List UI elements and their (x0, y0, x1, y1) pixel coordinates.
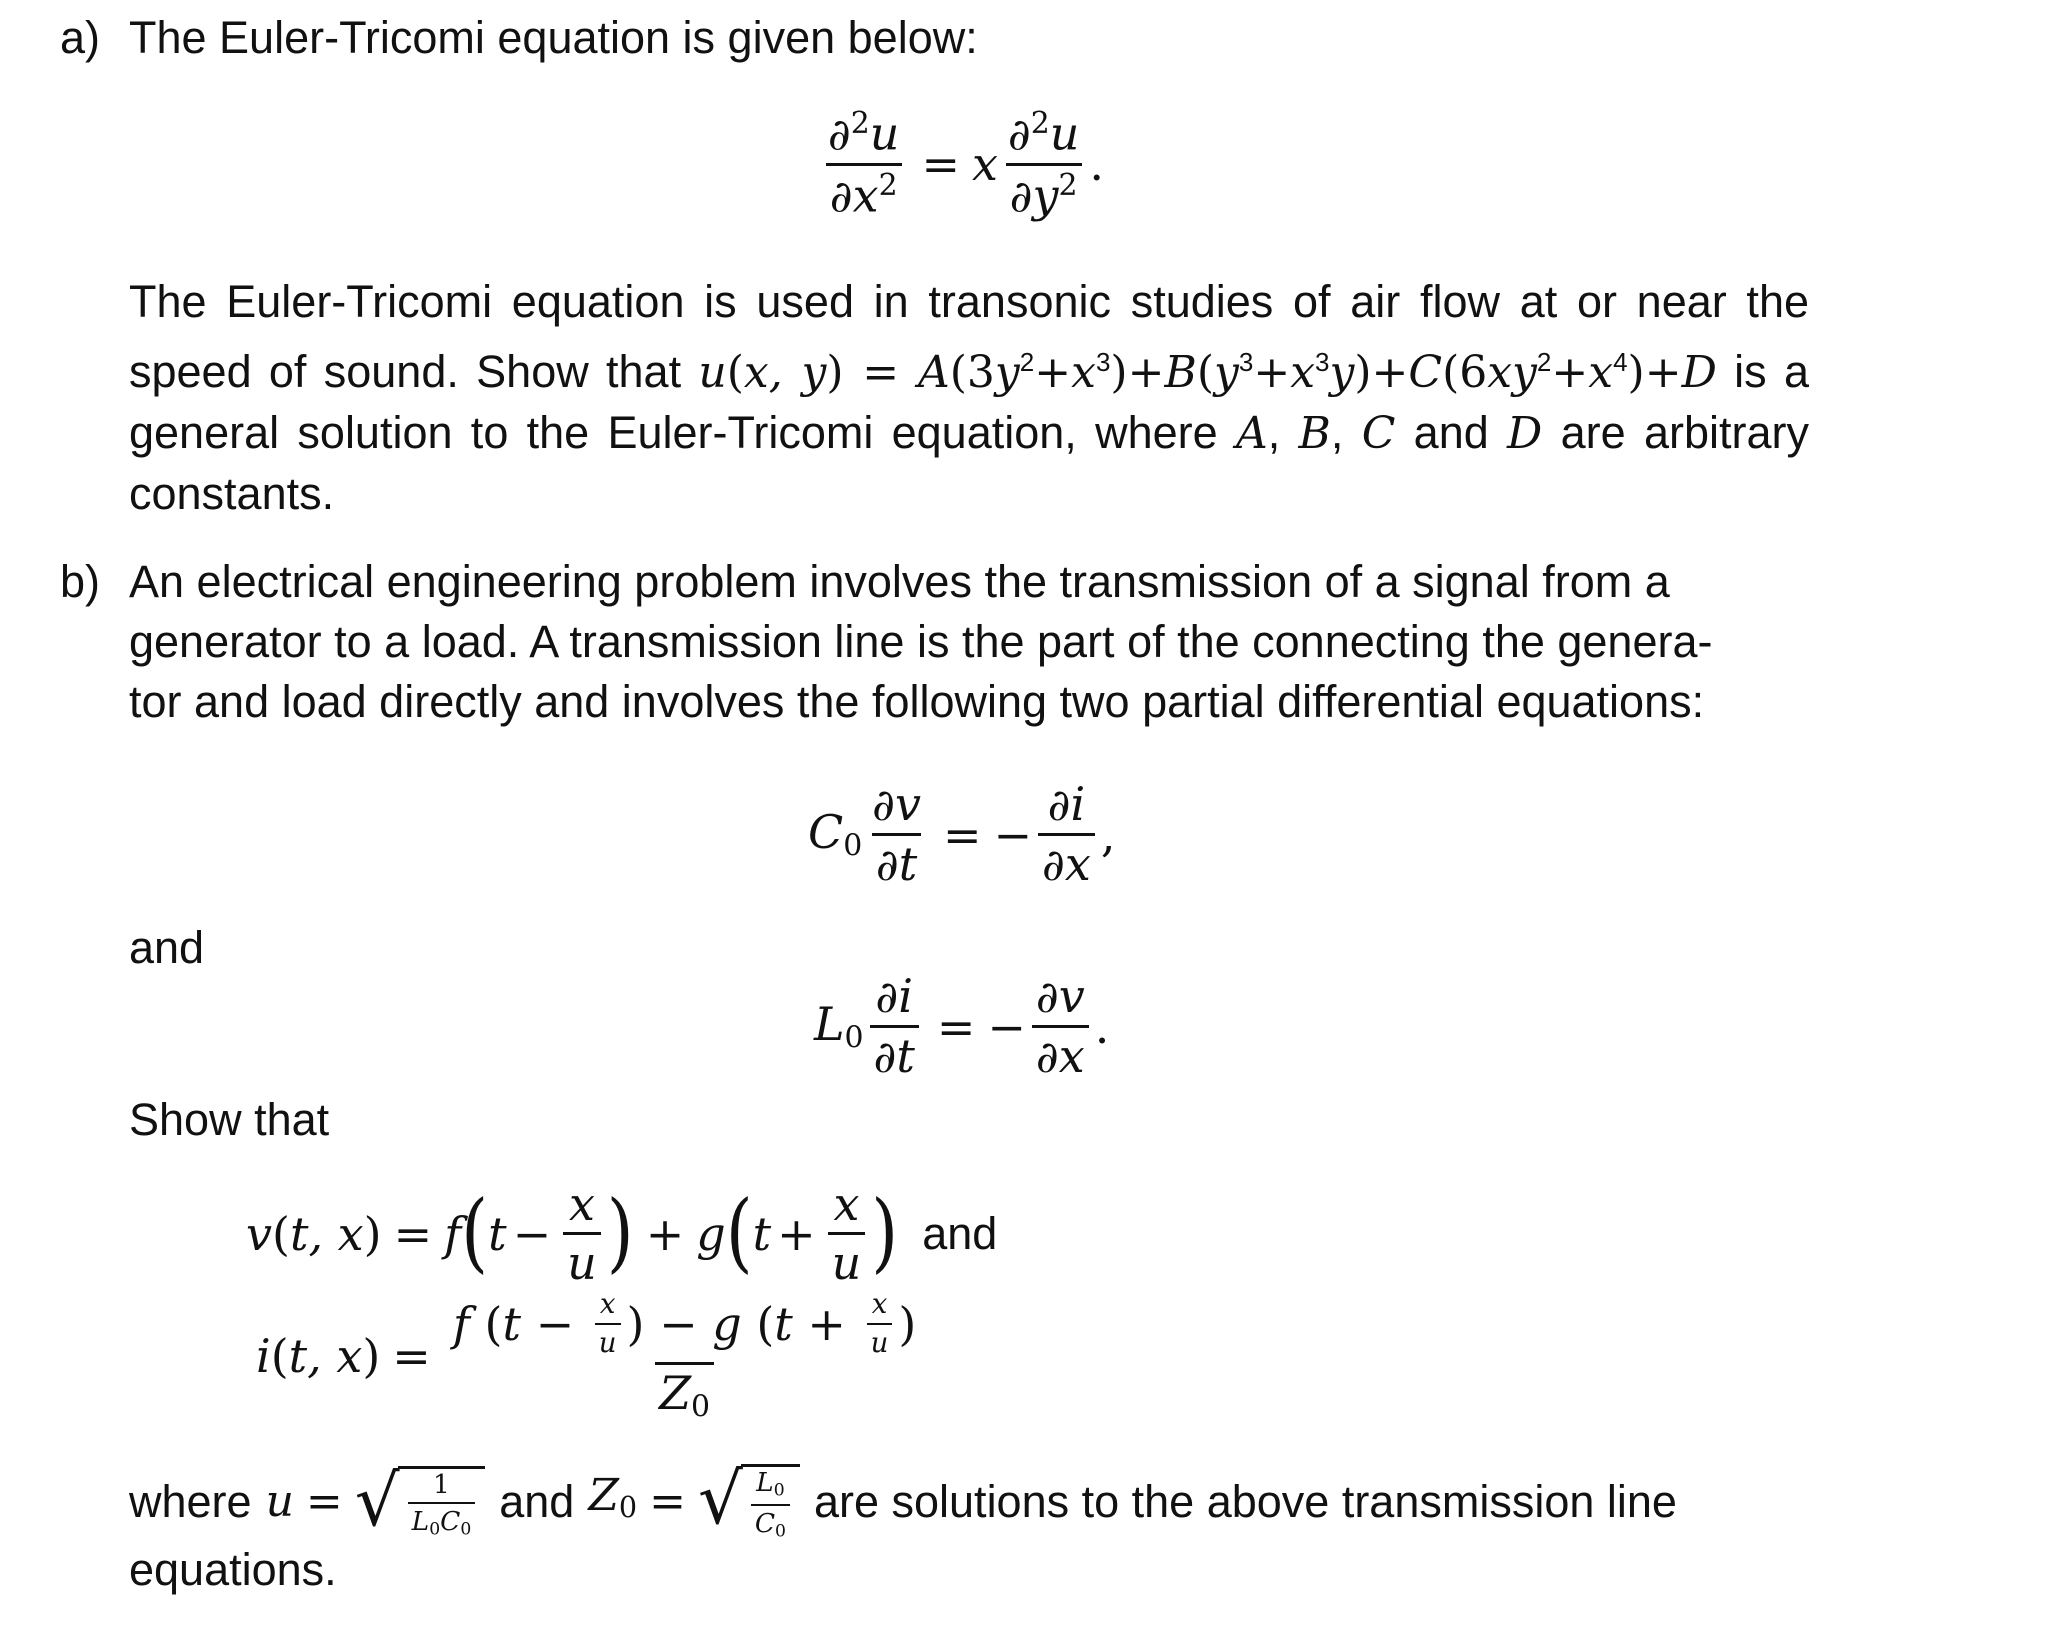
part-a-intro: The Euler-Tricomi equation is given below: (129, 12, 978, 63)
part-b-intro-line1: An electrical engineering problem involves the transmission of a signal from a (129, 556, 1670, 607)
transmission-equation-2: $L_0$ $\frac{\partial i}{\partial t}$ = − $\frac{\partial v}{\partial x}$ . (814, 969, 1110, 1084)
current-solution: i ( t, x ) = f ( t − $\frac{x}{u}$ ) − g ( t + $\frac{x}{u}$ ) $Z_0$ (256, 1287, 917, 1425)
euler-tricomi-equation: $\frac{\partial^2u}{\partial x^2}$ = x $\frac{\partial^2u}{\partial y^2}$ . (818, 108, 1104, 220)
voltage-solution: v ( t, x ) = f ( t − $\frac{x}{u}$ ) + g ( t + $\frac{x}{u}$ ) and (246, 1177, 998, 1291)
part-a-paragraph: The Euler-Tricomi equation is used in transonic studies of air flow at or near the speed of sound. Show that u(x, $y) = A(3y^2+x^3)+B(y^3+x^3y)+C(6xy^2+x^4)+D$ is a general solution to the Euler-Tricomi equation, where A, B, C and D are arbitrary constants. (129, 276, 1810, 519)
sqrt-z0-expression: √ $\frac{L_0}{C_0}$ (698, 1464, 800, 1540)
part-b-label: b) (60, 556, 101, 607)
part-b-intro-line2: generator to a load. A transmission line is the part of the connecting the genera- (129, 616, 1713, 667)
equations-word: equations. (129, 1544, 337, 1595)
part-b-intro-line3: tor and load directly and involves the following two partial differential equations: (129, 676, 1705, 727)
where-line: where u = √ $\frac{1}{L_0C_0}$ and $Z_0$ = √ $\frac{L_0}{C_0}$ are solutions to the above transmission line (129, 1458, 1677, 1542)
part-a-label: a) (60, 12, 101, 63)
and-text: and (129, 922, 205, 973)
show-that: Show that (129, 1094, 330, 1145)
sqrt-u-expression: √ $\frac{1}{L_0C_0}$ (355, 1466, 485, 1539)
transmission-equation-1: $C_0$ $\frac{\partial v}{\partial t}$ = − $\frac{\partial i}{\partial x}$ , (808, 777, 1116, 892)
